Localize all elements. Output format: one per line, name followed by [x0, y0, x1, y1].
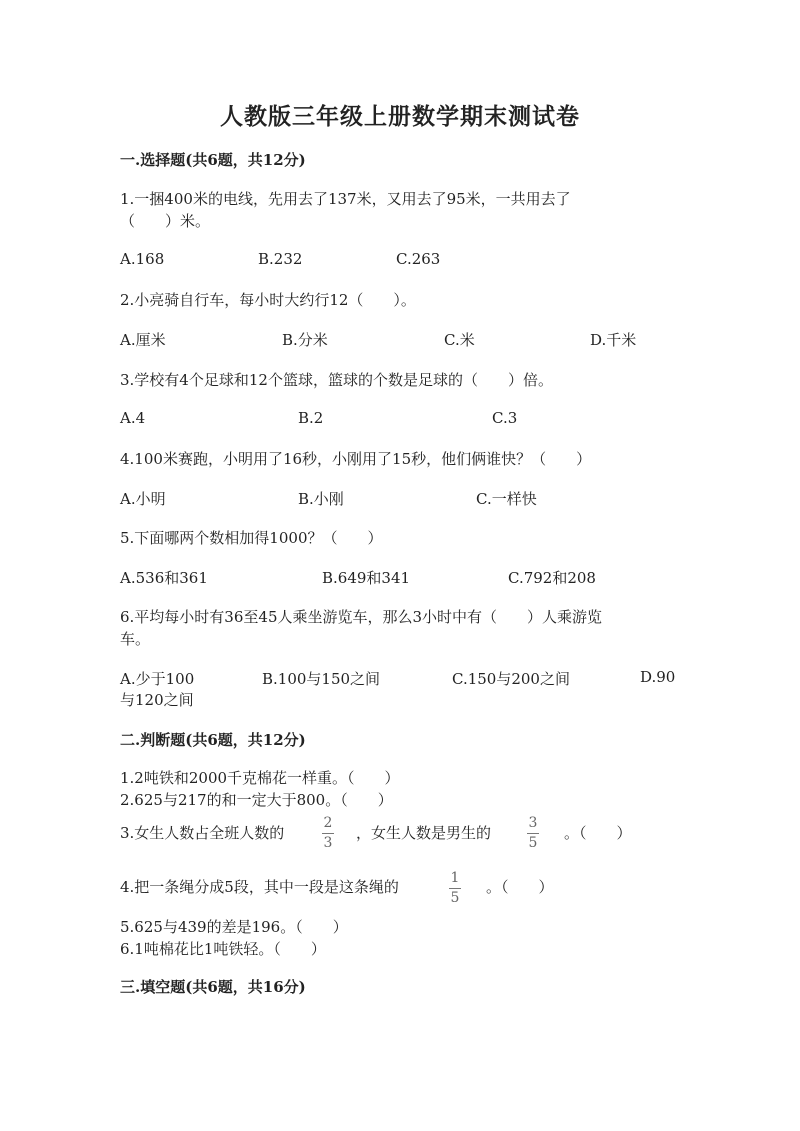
- q4-option-b[interactable]: B.小刚: [298, 490, 344, 508]
- fraction-three-fifths: [527, 816, 539, 851]
- fraction-one-fifth: [449, 871, 461, 906]
- q2-option-b[interactable]: B.分米: [282, 331, 328, 349]
- question-4-text: 4.100米赛跑，小明用了16秒，小刚用了15秒，他们俩谁快？（ ）: [120, 450, 592, 468]
- question-1-text: 1.一捆400米的电线，先用去了137米，又用去了95米，一共用去了: [120, 190, 571, 208]
- fraction-numerator: 2: [323, 815, 333, 831]
- q6-option-d[interactable]: D.90: [640, 668, 676, 686]
- fraction-denominator: 5: [450, 890, 460, 906]
- question-3-text: 3.学校有4个足球和12个篮球，篮球的个数是足球的（ ）倍。: [120, 371, 553, 389]
- section-heading-choice: 一.选择题(共6题，共12分): [120, 151, 306, 169]
- judge-3-text-a: 3.女生人数占全班人数的: [120, 824, 285, 842]
- fraction-denominator: 5: [528, 835, 538, 851]
- page-title: 人教版三年级上册数学期末测试卷: [220, 103, 580, 130]
- q1-option-b[interactable]: B.232: [258, 250, 303, 268]
- question-5-text: 5.下面哪两个数相加得1000？（ ）: [120, 529, 383, 547]
- section-heading-fill: 三.填空题(共6题，共16分): [120, 978, 306, 996]
- q2-option-d[interactable]: D.千米: [590, 331, 637, 349]
- q3-option-a[interactable]: A.4: [120, 409, 146, 427]
- q2-option-a[interactable]: A.厘米: [120, 331, 166, 349]
- judge-4-text-b: 。（ ）: [486, 878, 554, 896]
- q6-option-d-cont: 与120之间: [120, 691, 194, 709]
- question-1-text-cont: （ ）米。: [120, 212, 211, 230]
- fraction-bar: [449, 888, 461, 889]
- fraction-numerator: 1: [450, 870, 460, 886]
- question-6-text: 6.平均每小时有36至45人乘坐游览车，那么3小时中有（ ）人乘游览: [120, 608, 603, 626]
- judge-3-text-c: 。（ ）: [564, 824, 632, 842]
- q4-option-a[interactable]: A.小明: [120, 490, 166, 508]
- fraction-numerator: 3: [528, 815, 538, 831]
- q6-option-b[interactable]: B.100与150之间: [262, 670, 381, 688]
- section-heading-judge: 二.判断题(共6题，共12分): [120, 731, 306, 749]
- q5-option-a[interactable]: A.536和361: [120, 569, 208, 587]
- judge-3-text-b: ，女生人数是男生的: [356, 824, 492, 842]
- fraction-bar: [527, 833, 539, 834]
- fraction-denominator: 3: [323, 835, 333, 851]
- fraction-bar: [322, 833, 334, 834]
- q4-option-c[interactable]: C.一样快: [476, 490, 537, 508]
- q5-option-b[interactable]: B.649和341: [322, 569, 411, 587]
- judge-4-text-a: 4.把一条绳分成5段，其中一段是这条绳的: [120, 878, 399, 896]
- q3-option-b[interactable]: B.2: [298, 409, 324, 427]
- judge-1-text: 1.2吨铁和2000千克棉花一样重。（ ）: [120, 769, 400, 787]
- question-2-text: 2.小亮骑自行车，每小时大约行12（ ）。: [120, 291, 416, 309]
- q6-option-c[interactable]: C.150与200之间: [452, 670, 570, 688]
- judge-5-text: 5.625与439的差是196。（ ）: [120, 918, 348, 936]
- judge-6-text: 6.1吨棉花比1吨铁轻。（ ）: [120, 940, 326, 958]
- fraction-two-thirds: [322, 816, 334, 851]
- q6-option-a[interactable]: A.少于100: [120, 670, 195, 688]
- q2-option-c[interactable]: C.米: [444, 331, 475, 349]
- judge-2-text: 2.625与217的和一定大于800。（ ）: [120, 791, 393, 809]
- question-6-text-cont: 车。: [120, 630, 151, 648]
- q1-option-a[interactable]: A.168: [120, 250, 165, 268]
- q1-option-c[interactable]: C.263: [396, 250, 441, 268]
- q3-option-c[interactable]: C.3: [492, 409, 518, 427]
- q5-option-c[interactable]: C.792和208: [508, 569, 596, 587]
